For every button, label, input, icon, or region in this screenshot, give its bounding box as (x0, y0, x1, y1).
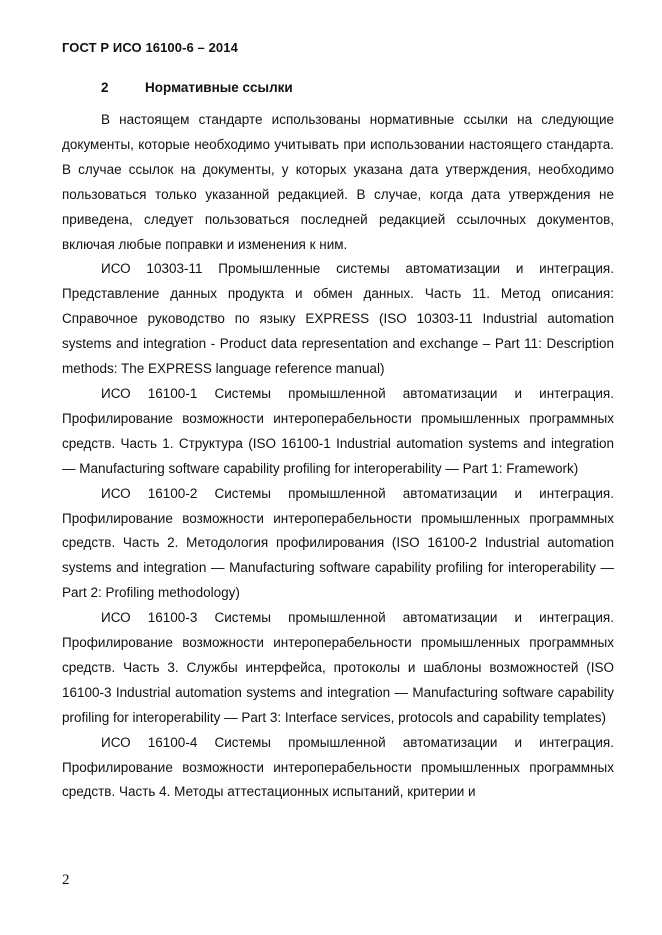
reference-iso-10303-11: ИСО 10303-11 Промышленные системы автоматизации и интеграция. Представление данных продукта и обмен данных. Часть 11. Метод описания: Справочное руководство по языку EXPRESS (ISO 10303-11 Industrial automation systems and integration - Product data representation and exchange – Part 11: Description methods: The EXPRESS language reference manual) (62, 261, 614, 377)
reference-iso-16100-2: ИСО 16100-2 Системы промышленной автоматизации и интеграция. Профилирование возможности интероперабельности промышленных программных средств. Часть 2. Методология профилирования (ISO 16100-2 Industrial automation systems and integration — Manufacturing software capability profiling for interoperability — Part 2: Profiling methodology) (62, 485, 614, 601)
reference-iso-16100-1: ИСО 16100-1 Системы промышленной автоматизации и интеграция. Профилирование возможности интероперабельности промышленных программных средств. Часть 1. Структура (ISO 16100-1 Industrial automation systems and integration — Manufacturing software capability profiling for interoperability — Part 1: Framework) (62, 385, 614, 476)
section-title: Нормативные ссылки (145, 80, 293, 95)
body-text (62, 108, 614, 805)
section-heading (101, 80, 293, 95)
intro-paragraph: В настоящем стандарте использованы нормативные ссылки на следующие документы, которые необходимо учитывать при использовании настоящего стандарта. В случае ссылок на документы, у которых указана дата утверждения, необходимо пользоваться только указанной редакцией. В случае, когда дата утверждения не приведена, следует пользоваться последней редакцией ссылочных документов, включая любые поправки и изменения к ним. (62, 112, 614, 252)
page-number: 2 (62, 872, 70, 888)
reference-iso-16100-3: ИСО 16100-3 Системы промышленной автоматизации и интеграция. Профилирование возможности интероперабельности промышленных программных средств. Часть 3. Службы интерфейса, протоколы и шаблоны возможностей (ISO 16100-3 Industrial automation systems and integration — Manufacturing software capability profiling for interoperability — Part 3: Interface services, protocols and capability templates) (62, 610, 614, 725)
section-number: 2 (101, 80, 109, 95)
reference-iso-16100-4: ИСО 16100-4 Системы промышленной автоматизации и интеграция. Профилирование возможности интероперабельности промышленных программных средств. Часть 4. Методы аттестационных испытаний, критерии и (62, 734, 614, 800)
document-header: ГОСТ Р ИСО 16100-6 – 2014 (62, 40, 238, 55)
